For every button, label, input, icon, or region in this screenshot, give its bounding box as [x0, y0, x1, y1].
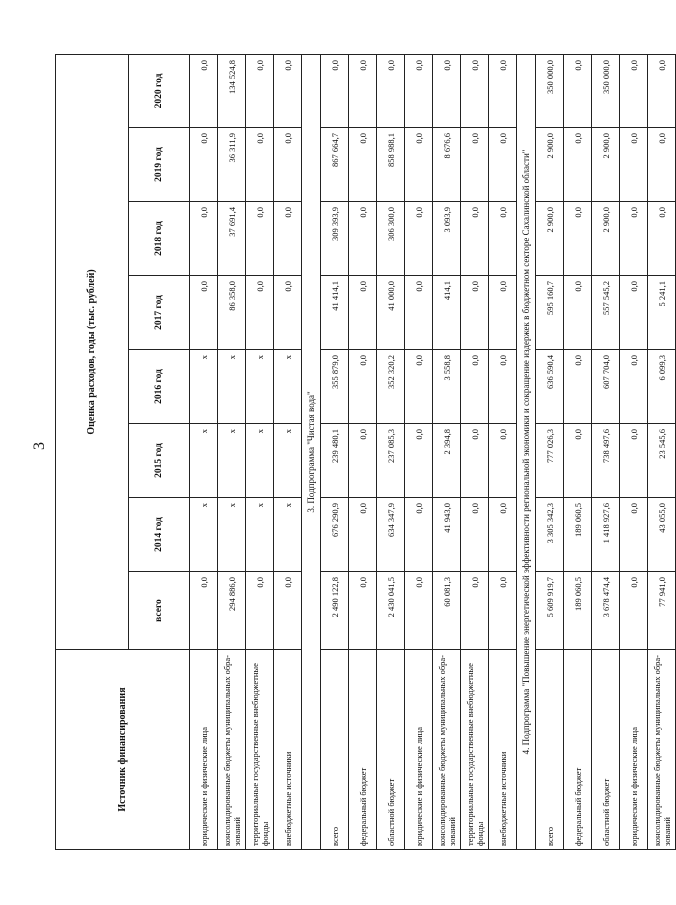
value-cell: 0,0 [246, 54, 274, 127]
value-cell: 634 347,9 [377, 498, 405, 572]
value-cell: 0,0 [349, 276, 377, 350]
value-cell: 134 524,8 [218, 54, 246, 127]
value-cell: 738 497,6 [592, 424, 620, 498]
value-cell: 350 000,0 [592, 54, 620, 127]
value-cell: 37 691,4 [218, 202, 246, 276]
value-cell: 306 300,0 [377, 202, 405, 276]
table-row [536, 54, 564, 849]
value-cell: 41 943,0 [433, 498, 461, 572]
col-2019: 2019 год [129, 128, 190, 202]
section-title-row [302, 54, 321, 849]
value-cell: 237 085,3 [377, 424, 405, 498]
value-cell: х [190, 350, 218, 424]
value-cell: 0,0 [564, 202, 592, 276]
value-cell: 0,0 [564, 128, 592, 202]
value-cell: 0,0 [461, 498, 489, 572]
value-cell: 867 664,7 [321, 128, 349, 202]
value-cell: 0,0 [377, 54, 405, 127]
value-cell: 636 590,4 [536, 350, 564, 424]
value-cell: 0,0 [349, 498, 377, 572]
value-cell: 0,0 [433, 54, 461, 127]
source-cell: консолидированные бюджеты муниципальных обра-зований [433, 650, 461, 850]
page-number: 3 [31, 442, 48, 450]
col-2014: 2014 год [129, 498, 190, 572]
value-cell: 0,0 [190, 276, 218, 350]
source-cell: федеральный бюджет [349, 650, 377, 850]
value-cell: х [218, 498, 246, 572]
col-2018: 2018 год [129, 202, 190, 276]
source-cell: областной бюджет [592, 650, 620, 850]
value-cell: 557 545,2 [592, 276, 620, 350]
value-cell: 607 704,0 [592, 350, 620, 424]
value-cell: 0,0 [274, 128, 302, 202]
value-cell: 309 393,9 [321, 202, 349, 276]
value-cell: 3 558,8 [433, 350, 461, 424]
value-cell: 77 941,0 [648, 572, 676, 650]
source-cell: юридические и физические лица [405, 650, 433, 850]
table-row [274, 54, 302, 849]
value-cell: 189 060,5 [564, 572, 592, 650]
value-cell: 23 545,6 [648, 424, 676, 498]
table-row [349, 54, 377, 849]
value-cell: 1 418 927,6 [592, 498, 620, 572]
value-cell: 0,0 [461, 572, 489, 650]
value-cell: 0,0 [461, 276, 489, 350]
value-cell: 41 000,0 [377, 276, 405, 350]
section-title: 4. Подпрограмма "Повышение энергетической эффективности региональной экономики и сокращение издержек в бюджетном секторе Сахалинской области" [517, 54, 536, 849]
value-cell: 350 000,0 [536, 54, 564, 127]
value-cell: 0,0 [648, 202, 676, 276]
table-row [377, 54, 405, 849]
value-cell: 0,0 [246, 128, 274, 202]
value-cell: 0,0 [274, 202, 302, 276]
value-cell: 0,0 [246, 572, 274, 650]
value-cell: 0,0 [620, 350, 648, 424]
value-cell: 3 093,9 [433, 202, 461, 276]
source-header: Источник финансирования [56, 650, 190, 850]
table-row [190, 54, 218, 849]
value-cell: х [190, 498, 218, 572]
value-cell: 2 900,0 [592, 202, 620, 276]
value-cell: 0,0 [405, 128, 433, 202]
value-cell: 0,0 [274, 572, 302, 650]
estimate-header: Оценка расходов, годы (тыс. рублей) [56, 54, 129, 649]
value-cell: 0,0 [648, 54, 676, 127]
value-cell: 0,0 [620, 498, 648, 572]
table-row [592, 54, 620, 849]
value-cell: 5 609 919,7 [536, 572, 564, 650]
value-cell: 0,0 [620, 54, 648, 127]
value-cell: 0,0 [246, 202, 274, 276]
source-cell: юридические и физические лица [620, 650, 648, 850]
table-row [489, 54, 517, 849]
value-cell: 676 290,9 [321, 498, 349, 572]
value-cell: 2 900,0 [592, 128, 620, 202]
value-cell: 86 358,0 [218, 276, 246, 350]
source-cell: внебюджетные источники [489, 650, 517, 850]
value-cell: 0,0 [489, 498, 517, 572]
value-cell: 6 099,3 [648, 350, 676, 424]
value-cell: 0,0 [405, 424, 433, 498]
value-cell: 777 026,3 [536, 424, 564, 498]
value-cell: 0,0 [489, 424, 517, 498]
source-cell: территориальные государственные внебюджетные фонды [461, 650, 489, 850]
source-cell: всего [536, 650, 564, 850]
value-cell: 239 480,1 [321, 424, 349, 498]
source-cell: федеральный бюджет [564, 650, 592, 850]
value-cell: 0,0 [620, 276, 648, 350]
value-cell: 0,0 [274, 276, 302, 350]
table-row [218, 54, 246, 849]
value-cell: 294 886,0 [218, 572, 246, 650]
source-cell: консолидированные бюджеты муниципальных обра-зований [218, 650, 246, 850]
value-cell: 0,0 [620, 202, 648, 276]
source-cell: всего [321, 650, 349, 850]
value-cell: 3 305 342,3 [536, 498, 564, 572]
table-row [461, 54, 489, 849]
value-cell: 5 241,1 [648, 276, 676, 350]
header-row [56, 54, 129, 849]
value-cell: 0,0 [489, 54, 517, 127]
value-cell: х [246, 498, 274, 572]
value-cell: 414,1 [433, 276, 461, 350]
value-cell: 352 320,2 [377, 350, 405, 424]
value-cell: 0,0 [405, 350, 433, 424]
financing-table [55, 54, 676, 850]
value-cell: х [190, 424, 218, 498]
value-cell: 0,0 [405, 572, 433, 650]
value-cell: 0,0 [190, 128, 218, 202]
table-row [564, 54, 592, 849]
value-cell: 8 676,6 [433, 128, 461, 202]
value-cell: х [274, 350, 302, 424]
value-cell: 2 430 041,5 [377, 572, 405, 650]
table-row [246, 54, 274, 849]
value-cell: 3 678 474,4 [592, 572, 620, 650]
value-cell: 43 055,0 [648, 498, 676, 572]
value-cell: 2 394,8 [433, 424, 461, 498]
col-2016: 2016 год [129, 350, 190, 424]
value-cell: 0,0 [620, 128, 648, 202]
value-cell: 0,0 [190, 202, 218, 276]
value-cell: 0,0 [349, 128, 377, 202]
value-cell: 0,0 [461, 128, 489, 202]
value-cell: 0,0 [564, 350, 592, 424]
value-cell: 60 081,3 [433, 572, 461, 650]
table-row [433, 54, 461, 849]
value-cell: 0,0 [190, 54, 218, 127]
table-row [648, 54, 676, 849]
value-cell: 0,0 [405, 498, 433, 572]
col-total: всего [129, 572, 190, 650]
value-cell: 0,0 [349, 202, 377, 276]
value-cell: 858 988,1 [377, 128, 405, 202]
source-cell: внебюджетные источники [274, 650, 302, 850]
value-cell: 0,0 [564, 276, 592, 350]
table-row [405, 54, 433, 849]
value-cell: х [274, 424, 302, 498]
value-cell: х [274, 498, 302, 572]
value-cell: 0,0 [190, 572, 218, 650]
col-2017: 2017 год [129, 276, 190, 350]
value-cell: 0,0 [489, 202, 517, 276]
table-row [321, 54, 349, 849]
value-cell: 0,0 [405, 202, 433, 276]
value-cell: 0,0 [405, 54, 433, 127]
value-cell: 0,0 [620, 424, 648, 498]
value-cell: 0,0 [564, 54, 592, 127]
value-cell: 0,0 [461, 202, 489, 276]
section-title-row [517, 54, 536, 849]
source-cell: территориальные государственные внебюджетные фонды [246, 650, 274, 850]
value-cell: 0,0 [489, 128, 517, 202]
value-cell: 0,0 [489, 572, 517, 650]
col-2020: 2020 год [129, 54, 190, 127]
value-cell: 189 060,5 [564, 498, 592, 572]
value-cell: 41 414,1 [321, 276, 349, 350]
value-cell: х [218, 424, 246, 498]
value-cell: х [246, 424, 274, 498]
value-cell: 0,0 [489, 350, 517, 424]
value-cell: 0,0 [321, 54, 349, 127]
value-cell: 0,0 [405, 276, 433, 350]
col-2015: 2015 год [129, 424, 190, 498]
value-cell: 0,0 [461, 54, 489, 127]
source-cell: областной бюджет [377, 650, 405, 850]
value-cell: 2 490 122,8 [321, 572, 349, 650]
value-cell: 0,0 [274, 54, 302, 127]
value-cell: 0,0 [349, 572, 377, 650]
value-cell: 0,0 [489, 276, 517, 350]
value-cell: 0,0 [246, 276, 274, 350]
value-cell: х [218, 350, 246, 424]
source-cell: юридические и физические лица [190, 650, 218, 850]
value-cell: 36 311,9 [218, 128, 246, 202]
table-row [620, 54, 648, 849]
value-cell: 2 900,0 [536, 128, 564, 202]
value-cell: 355 879,0 [321, 350, 349, 424]
source-cell: консолидированные бюджеты муниципальных обра-зований [648, 650, 676, 850]
value-cell: 0,0 [564, 424, 592, 498]
value-cell: 0,0 [461, 350, 489, 424]
value-cell: 2 900,0 [536, 202, 564, 276]
value-cell: 0,0 [461, 424, 489, 498]
value-cell: 0,0 [620, 572, 648, 650]
value-cell: 0,0 [349, 350, 377, 424]
value-cell: 0,0 [349, 54, 377, 127]
value-cell: 0,0 [349, 424, 377, 498]
value-cell: х [246, 350, 274, 424]
value-cell: 0,0 [648, 128, 676, 202]
value-cell: 595 160,7 [536, 276, 564, 350]
rotated-table-wrapper [55, 55, 672, 850]
section-title: 3. Подпрограмма "Чистая вода" [302, 54, 321, 849]
